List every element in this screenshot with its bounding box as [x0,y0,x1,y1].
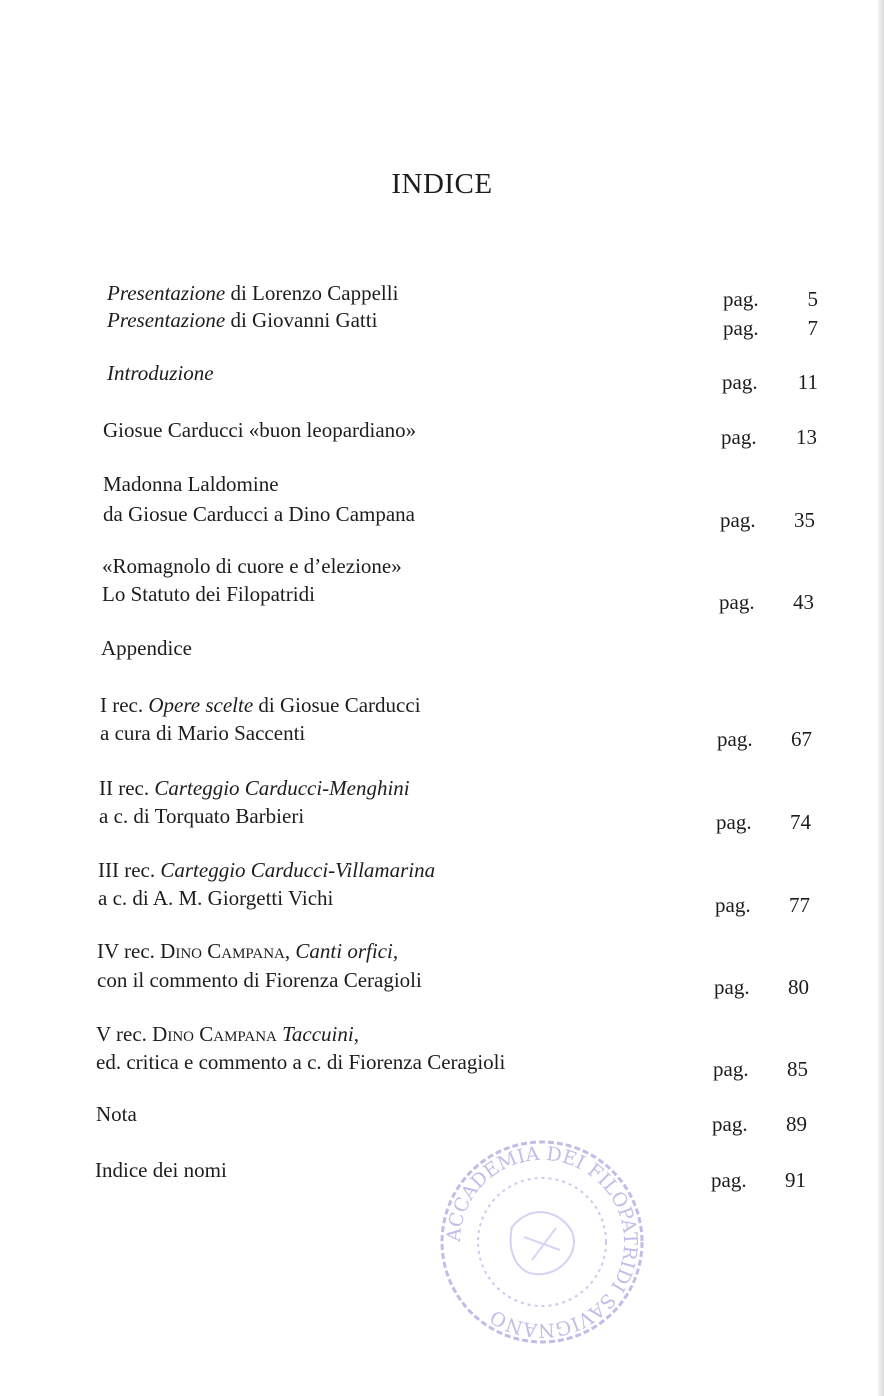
page-number: 80 [788,975,809,999]
page-title: INDICE [391,168,493,200]
page-label: pag. [716,810,752,834]
toc-text-segment: , [284,939,296,963]
toc-text-segment: di Giosue Carducci [253,693,421,717]
toc-entry-line [99,804,304,829]
toc-entry-line [99,776,410,801]
toc-text-segment: ed. critica e commento a c. di Fiorenza Ceragioli [96,1050,506,1074]
toc-text-segment: Carteggio Carducci-Villamarina [160,858,436,882]
toc-entry-line [107,281,398,306]
toc-entry-line [97,968,422,993]
page-number: 85 [787,1057,808,1081]
scan-edge [878,0,884,1396]
toc-entry-line [103,418,416,443]
toc-text-segment: Presentazione [107,281,226,305]
toc-entry-line [98,858,435,883]
toc-entry-line [96,1022,359,1047]
page-number: 89 [786,1112,807,1136]
page-label: pag. [721,425,757,449]
toc-entry-line [107,308,377,333]
toc-text-segment: V rec. [96,1022,153,1046]
page-label: pag. [712,1112,748,1136]
page-label: pag. [715,893,751,917]
toc-text-segment: a cura di Mario Saccenti [100,721,306,745]
toc-text-segment: a c. di Torquato Barbieri [99,804,305,828]
toc-text-segment: Giosue Carducci «buon leopardiano» [103,418,417,442]
toc-entry-line [100,721,305,746]
toc-text-segment: Dino Campana [152,1022,277,1046]
page-number: 67 [791,727,812,751]
page-label: pag. [711,1168,747,1192]
page-number: 7 [807,316,818,340]
toc-entry-line [102,554,402,579]
toc-entry-line [107,361,214,386]
toc-entry-line [103,472,279,497]
page-label: pag. [722,370,758,394]
toc-text-segment: Appendice [101,636,192,660]
toc-entry-line [96,1050,505,1075]
page-label: pag. [723,287,759,311]
toc-text-segment: Indice dei nomi [95,1158,227,1182]
toc-text-segment: Dino Campana [160,939,285,963]
page-number: 35 [794,508,815,532]
page-label: pag. [717,727,753,751]
page-label: pag. [719,590,755,614]
toc-text-segment: «Romagnolo di cuore e d’elezione» [102,554,402,578]
toc-text-segment: Presentazione [107,308,226,332]
toc-text-segment: di Giovanni Gatti [225,308,378,332]
toc-entry-line [98,886,333,911]
page-label: pag. [720,508,756,532]
toc-entry-line [102,582,315,607]
toc-text-segment: Carteggio Carducci-Menghini [154,776,410,800]
toc-text-segment: Nota [96,1102,137,1126]
page-label: pag. [723,316,759,340]
toc-text-segment: , [353,1022,359,1046]
toc-text-segment: I rec. [100,693,149,717]
toc-entry-line [95,1158,227,1183]
toc-text-segment: Canti orfici [295,939,393,963]
toc-entry-line [101,636,192,661]
toc-text-segment: III rec. [98,858,161,882]
toc-text-segment: Introduzione [107,361,214,385]
toc-text-segment: con il commento di Fiorenza Ceragioli [97,968,422,992]
page-number: 11 [797,370,818,394]
toc-text-segment: II rec. [99,776,155,800]
page-number: 77 [789,893,810,917]
page-label: pag. [714,975,750,999]
toc-text-segment: a c. di A. M. Giorgetti Vichi [98,886,334,910]
toc-entry-line [100,693,421,718]
toc-text-segment: Lo Statuto dei Filopatridi [102,582,315,606]
toc-entry-line [96,1102,137,1127]
toc-entry-line [97,939,398,964]
toc-text-segment: , [392,939,399,963]
toc-entry-line [103,502,415,527]
toc-text-segment: IV rec. [97,939,161,963]
page-label: pag. [713,1057,749,1081]
page-number: 74 [790,810,811,834]
page-number: 43 [793,590,814,614]
page-number: 91 [785,1168,806,1192]
page-number: 5 [807,287,818,311]
toc-text-segment: da Giosue Carducci a Dino Campana [103,502,415,526]
page-number: 13 [796,425,817,449]
toc-text-segment: Taccuini [282,1022,354,1046]
svg-text:ACCADEMIA DEI FILOPATRIDI SAVI: ACCADEMIA DEI FILOPATRIDI SAVIGNANO [442,1142,642,1342]
toc-text-segment: Madonna Laldomine [103,472,279,496]
toc-text-segment: Opere scelte [148,693,254,717]
library-stamp [432,1132,652,1352]
toc-text-segment: di Lorenzo Cappelli [225,281,399,305]
